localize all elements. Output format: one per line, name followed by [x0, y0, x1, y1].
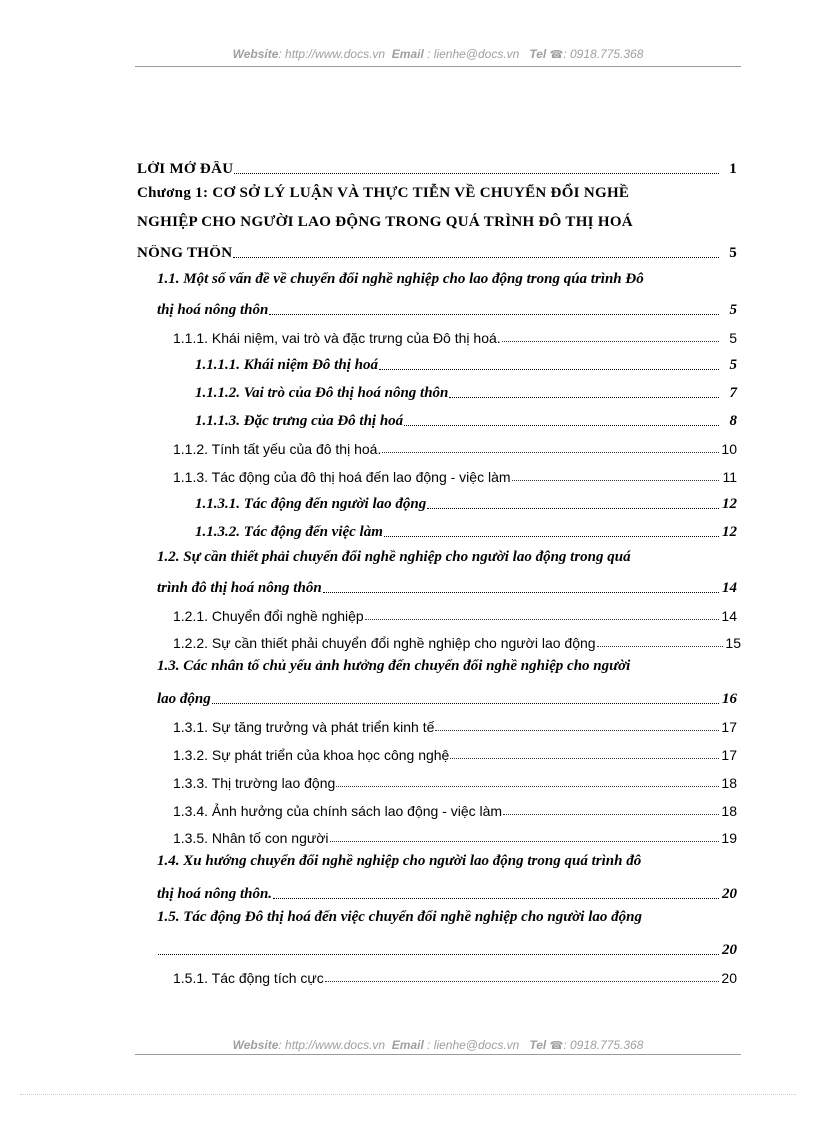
toc-title: 1.3.4. Ảnh hưởng của chính sách lao động - việc làm — [173, 803, 503, 819]
toc-page: 16 — [722, 691, 737, 707]
toc-page: 1 — [729, 161, 737, 177]
toc-leader — [435, 729, 719, 731]
toc-chapter1-line1: Chương 1: CƠ SỞ LÝ LUẬN VÀ THỰC TIỄN VỀ CHUYỂN ĐỔI NGHỀ — [137, 185, 630, 201]
toc-leader — [336, 785, 719, 787]
toc-title: 1.2.1. Chuyển đổi nghề nghiệp — [173, 608, 364, 624]
toc-leader — [233, 256, 719, 258]
toc-page: 17 — [721, 719, 737, 735]
toc-title: 1.2.2. Sự cần thiết phải chuyển đổi nghề nghiệp cho người lao động — [173, 635, 596, 651]
toc-leader — [512, 479, 719, 481]
toc-entry-1-1-3-1 — [195, 491, 737, 513]
toc-leader — [269, 313, 719, 315]
toc-leader — [234, 172, 719, 174]
toc-entry-chapter1 — [137, 240, 737, 262]
toc-page: 20 — [722, 942, 737, 958]
toc-entry-loi-mo-dau — [137, 156, 737, 178]
toc-leader — [503, 813, 719, 815]
toc-leader — [158, 953, 719, 955]
toc-leader — [597, 645, 723, 647]
toc-entry-1-5-1 — [173, 966, 737, 986]
toc-entry-1-3-2 — [173, 743, 737, 763]
toc-title: 1.1.3. Tác động của đô thị hoá đến lao động - việc làm — [173, 469, 511, 485]
toc-leader — [449, 396, 719, 398]
toc-leader — [212, 702, 719, 704]
page-bottom-divider — [20, 1094, 796, 1095]
toc-title: 1.1.1.3. Đặc trưng của Đô thị hoá — [195, 413, 404, 429]
toc-page: 5 — [729, 357, 737, 373]
toc-entry-1-1-3-2 — [195, 519, 737, 541]
toc-title: 1.1.2. Tính tất yếu của đô thị hoá. — [173, 441, 382, 457]
toc-entry-1-3-4 — [173, 799, 737, 819]
header-email-value: : lienhe@docs.vn — [423, 47, 520, 61]
toc-section-1-2-line1: 1.2. Sự cần thiết phải chuyển đổi nghề nghiệp cho người lao động trong quá — [157, 549, 631, 565]
toc-page: 5 — [729, 330, 737, 346]
toc-leader — [502, 340, 719, 342]
toc-entry-1-1-2 — [173, 437, 737, 457]
toc-title: 1.5.1. Tác động tích cực — [173, 970, 324, 986]
header-website-value: : http://www.docs.vn — [278, 47, 386, 61]
toc-page: 20 — [722, 886, 737, 902]
toc-page: 10 — [721, 441, 737, 457]
toc-entry-1-2-1 — [173, 604, 737, 624]
toc-entry-1-2 — [157, 575, 737, 597]
header-tel-label: Tel — [529, 47, 547, 61]
toc-page: 18 — [721, 803, 737, 819]
toc-title: 1.3.1. Sự tăng trưởng và phát triển kinh tế — [173, 719, 435, 735]
toc-title: trình đô thị hoá nông thôn — [157, 580, 322, 596]
toc-title: 1.1.1.2. Vai trò của Đô thị hoá nông thôn — [195, 385, 449, 401]
toc-leader — [384, 535, 719, 537]
toc-page: 17 — [721, 747, 737, 763]
toc-leader — [382, 451, 719, 453]
toc-title: 1.3.3. Thị trường lao động — [173, 775, 336, 791]
toc-page: 14 — [722, 580, 737, 596]
toc-entry-1-5 — [157, 937, 737, 959]
toc-title: thị hoá nông thôn — [157, 302, 269, 318]
toc-section-1-4-line1: 1.4. Xu hướng chuyển đổi nghề nghiệp cho người lao động trong quá trình đô — [157, 853, 642, 869]
toc-entry-1-3 — [157, 686, 737, 708]
footer-email-label: Email — [391, 1038, 424, 1052]
toc-leader — [379, 368, 719, 370]
toc-section-1-3-line1: 1.3. Các nhân tố chủ yếu ảnh hưởng đến chuyển đổi nghề nghiệp cho người — [157, 658, 631, 674]
footer-email-value: : lienhe@docs.vn — [423, 1038, 520, 1052]
toc-page: 5 — [729, 302, 737, 318]
toc-leader — [365, 618, 719, 620]
toc-entry-1-1-3 — [173, 465, 737, 485]
header-website-label: Website — [232, 47, 279, 61]
toc-title: 1.3.2. Sự phát triển của khoa học công nghệ — [173, 747, 450, 763]
toc-page: 14 — [721, 608, 737, 624]
toc-title: 1.3.5. Nhân tố con người — [173, 830, 329, 846]
toc-title: LỜI MỞ ĐẦU — [137, 161, 234, 177]
toc-entry-1-3-5 — [173, 826, 737, 846]
footer-website-label: Website — [232, 1038, 279, 1052]
toc-leader — [427, 507, 719, 509]
toc-chapter1-line2: NGHIỆP CHO NGƯỜI LAO ĐỘNG TRONG QUÁ TRÌNH ĐÔ THỊ HOÁ — [137, 214, 633, 230]
header-email-label: Email — [391, 47, 424, 61]
toc-page: 11 — [722, 469, 737, 485]
toc-entry-1-2-2 — [173, 631, 741, 651]
footer-tel-value: : 0918.775.368 — [563, 1038, 644, 1052]
toc-section-1-1-line1: 1.1. Một số vấn đề về chuyển đổi nghề nghiệp cho lao động trong qúa trình Đô — [157, 271, 644, 287]
toc-page: 7 — [729, 385, 737, 401]
toc-leader — [404, 424, 719, 426]
toc-title: thị hoá nông thôn. — [157, 886, 273, 902]
toc-entry-1-3-3 — [173, 771, 737, 791]
toc-title: 1.1.1. Khái niệm, vai trò và đặc trưng của Đô thị hoá. — [173, 330, 501, 346]
toc-page: 15 — [725, 635, 741, 651]
toc-leader — [325, 980, 719, 982]
toc-page: 19 — [721, 830, 737, 846]
toc-title: 1.1.3.1. Tác động đến người lao động — [195, 496, 427, 512]
toc-page: 12 — [722, 496, 737, 512]
toc-title: lao động — [157, 691, 211, 707]
toc-leader — [273, 897, 719, 899]
toc-entry-1-1-1 — [173, 326, 737, 346]
phone-icon: ☎ — [549, 1040, 564, 1052]
toc-leader — [323, 591, 719, 593]
toc-title: 1.1.1.1. Khái niệm Đô thị hoá — [195, 357, 378, 373]
footer-rule — [135, 1054, 741, 1055]
toc-entry-1-1 — [157, 297, 737, 319]
header-tel-value: : 0918.775.368 — [563, 47, 644, 61]
toc-entry-1-1-1-2 — [195, 380, 737, 402]
toc-entry-1-3-1 — [173, 715, 737, 735]
toc-leader — [330, 840, 719, 842]
toc-entry-1-4 — [157, 881, 737, 903]
footer-website-value: : http://www.docs.vn — [278, 1038, 386, 1052]
toc-leader — [450, 757, 719, 759]
toc-entry-1-1-1-1 — [195, 352, 737, 374]
toc-page: 8 — [729, 413, 737, 429]
phone-icon: ☎ — [549, 49, 564, 61]
toc-page: 5 — [729, 245, 737, 261]
toc-page: 12 — [722, 524, 737, 540]
toc-entry-1-1-1-3 — [195, 408, 737, 430]
toc-page: 18 — [721, 775, 737, 791]
footer-tel-label: Tel — [529, 1038, 547, 1052]
toc-title: 1.1.3.2. Tác động đến việc làm — [195, 524, 383, 540]
toc-title: NÔNG THÔN — [137, 245, 233, 261]
toc-page: 20 — [721, 970, 737, 986]
toc-section-1-5-line1: 1.5. Tác động Đô thị hoá đến việc chuyển đổi nghề nghiệp cho người lao động — [157, 909, 642, 925]
